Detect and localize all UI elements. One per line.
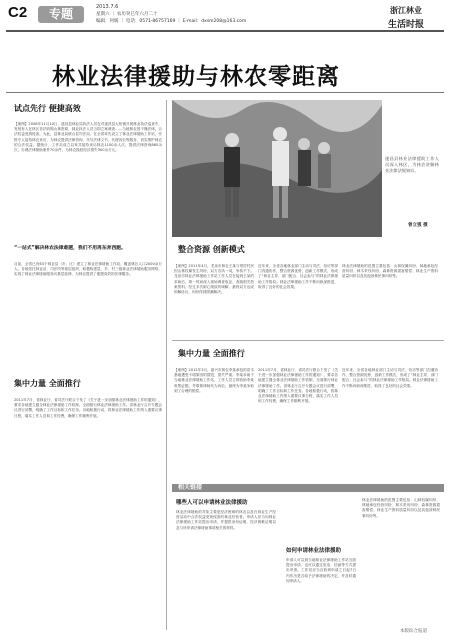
issue-meta-1: 星期六 ｜ 农历癸巳年六月二十 (96, 12, 158, 17)
section3-body: 【案例】2012年3月，嘉兴市林农李某承包的苗木基地遭受不明原因的损毁，损失严重。李某求助于当地林业法律援助工作站，工作人员立即协助李某收集证据，并联系律师代为诉讼，最终为李某争取到了合理的赔偿。 (174, 368, 254, 393)
photo-credit: 曾立强 摄 (408, 223, 428, 228)
related-title-2: 如何申请林业法律援助 (286, 548, 342, 554)
section3-body-3: 近年来，全省各地林业部门主动与司法、信访等部门沟通协作，整合资源优势，创新工作模式，形成了“林业主导、部门配合、社会参与”的林业法律援助工作格局。林业法律援助工作不断向纵深推进，取得了良好的社会效果。 (342, 368, 438, 388)
section-code: C2 (8, 4, 28, 21)
related-body-1: 林业法律援助的对象主要是经济困难的林农以及在林业生产经营活动中合法权益受到侵害的林业经营者。申请人应当向林业法律援助工作站提出申请，并提供身份证明、经济困难证明以及与所申请法律援助事项相关的材料。 (176, 510, 276, 530)
related-title-1: 哪些人可以申请林业法律援助 (176, 500, 248, 506)
section2-body-2: 近年来，全省各地林业部门主动与司法、信访等部门沟通协作，整合资源优势，创新工作模式，形成了“林业主导、部门配合、社会参与”的林业法律援助工作格局。林业法律援助工作不断向纵深推进，取得了良好的社会效果。 (258, 264, 338, 289)
section4-title (14, 378, 81, 389)
section4-body: 2011年7月，省林业厅、省司法厅联合下发了《关于进一步加强林业法律援助工作的通知》，要求各地建立健全林业法律援助工作机制，全面推行林业法律援助工作。省林业厅召开专题会议进行部署，明确了工作目标和工作任务。各地积极行动，将林业法律援助工作纳入重要议事日程，落实工作人员和工作经费，确保工作顺利开展。 (14, 398, 162, 418)
section3-body-2: 2011年7月，省林业厅、省司法厅联合下发了《关于进一步加强林业法律援助工作的通知》，要求各地建立健全林业法律援助工作机制，全面推行林业法律援助工作。省林业厅召开专题会议进行部署，明确了工作目标和工作任务。各地积极行动，将林业法律援助工作纳入重要议事日程，落实工作人员和工作经费，确保工作顺利开展。 (258, 368, 338, 404)
section2-body: 【案例】2011年4月，龙泉市林农王某与邻村村民因山林权属发生纠纷，双方各执一词，争执不下。龙泉市林业法律援助工作站工作人员在接到王某的求助后，第一时间深入现场调查取证，查阅相关档案资料，经过多次耐心细致的调解，最终双方达成和解协议，纠纷得到圆满解决。 (174, 264, 254, 295)
headline: 林业法律援助与林农零距离 (52, 64, 340, 90)
footer-note: 本版综合报道 (400, 629, 427, 634)
headline-rule (6, 92, 444, 93)
related-links-bar (172, 484, 444, 492)
section1-title: 试点先行 便捷高效 (14, 104, 81, 113)
photo-caption: 遂昌县林业法律援助工作人员深入林区，为林农讲解林业法律法规知识。 (385, 156, 439, 173)
section3-title: 集中力量 全面推行 (178, 349, 245, 358)
newspaper-name: 生活时报 (388, 20, 425, 30)
issue-date: 2013.7.6 (96, 4, 119, 10)
section-divider-1 (172, 340, 444, 341)
related-body-2: 申请人可以到当地林业法律援助工作站当面提出申请，也可以通过电话、信函等方式提出申请。工作站应当自收到申请之日起7日内作出是否给予法律援助的决定，并及时通知申请人。 (286, 558, 356, 583)
photo-illustration (172, 100, 382, 237)
section2-title: 整合资源 创新模式 (178, 245, 245, 254)
section-header (0, 0, 450, 40)
region-label: 浙江林业 (390, 6, 422, 15)
column-divider-left (166, 100, 167, 630)
section-name: 专题 (48, 7, 73, 21)
news-photo (172, 100, 382, 237)
related-body-3: 林业法律援助的范围主要包括：山林权属纠纷、林地承包经营纠纷、林木采伐纠纷、森林资源损害赔偿、林业生产资料质量纠纷以及其他涉林民事纠纷等。 (362, 498, 440, 518)
section1-body-2: 目前，全省已有63个林业县（市、区）建立了林业法律援助工作站，覆盖林区人口2000余万人。各地依托林业站、司法所等基层组织，积极构建县、乡、村三级林业法律援助服务网络，实现了林业法律援助服务向基层延伸，为林农提供了便捷高效的法律服务。 (14, 262, 162, 277)
pull-quote: “一站式”解决林农法律难题，我们不用再东奔西跑。 (14, 246, 126, 251)
section2-body-3: 林业法律援助的范围主要包括：山林权属纠纷、林地承包经营纠纷、林木采伐纠纷、森林资源损害赔偿、林业生产资料质量纠纷以及其他涉林民事纠纷等。 (342, 264, 438, 279)
related-links-label: 相关链接 (178, 484, 203, 491)
issue-meta-2: 编辑：何嫣 ｜ 电话：0571-86757169 ｜ E-mail：dxsm208@163.com (96, 19, 247, 24)
header-rule (6, 30, 444, 32)
section4-title-text: 集中力量 全面推行 (14, 379, 81, 388)
section-name-badge (38, 6, 84, 23)
section1-body: 【案例】2008年11月10日，遂昌县林业局执法人员在对遂昌县大柘镇开展林业执法巡查中，发现有人在林区非法收购山林资源，林业执法人员当即立案调查……当地林农因不懂法律，合法权益受到侵害。为此，县林业局联合县司法局，在全省率先设立了林业法律援助工作站，安排专人接待林农来访，为林农提供法律咨询、代写法律文书、代理诉讼等服务，切实维护林农的合法权益。据统计，工作站成立以来共接待来访林农1100余人次，提供法律咨询860余次，办理法律援助案件70余件，为林农挽回经济损失300余万元。 (14, 122, 162, 153)
